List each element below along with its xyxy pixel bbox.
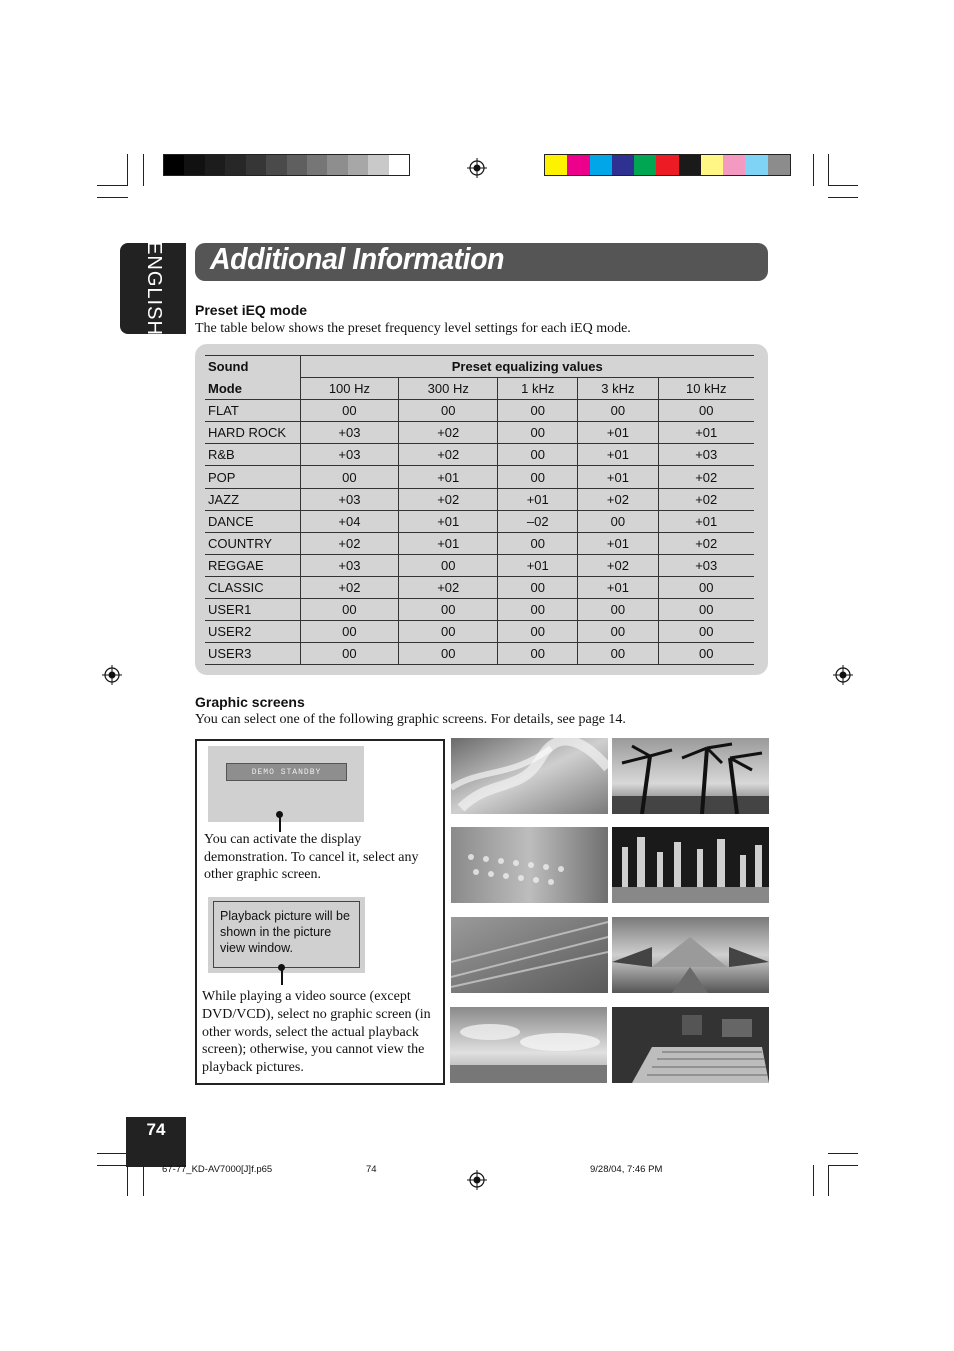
eq-value-cell: +01 <box>578 532 658 554</box>
crop-mark <box>813 1165 814 1196</box>
table-row <box>205 510 754 532</box>
eq-value-cell: +02 <box>658 466 754 488</box>
gray-bar-swatch <box>246 155 266 175</box>
sound-mode-cell: FLAT <box>205 400 300 422</box>
crop-mark <box>828 154 829 186</box>
eq-value-cell: +01 <box>498 488 578 510</box>
page-title: Additional Information <box>210 241 505 276</box>
color-bar-swatch <box>612 155 634 175</box>
eq-value-cell: 00 <box>578 599 658 621</box>
eq-value-cell: +01 <box>498 554 578 576</box>
footer-page: 74 <box>366 1164 377 1175</box>
eq-value-cell: +03 <box>300 422 399 444</box>
table-header-frequency: 100 Hz <box>300 378 399 400</box>
color-bar-swatch <box>590 155 612 175</box>
graphic-screens-heading: Graphic screens <box>195 694 305 710</box>
eq-value-cell: 00 <box>399 599 498 621</box>
eq-value-cell: 00 <box>498 422 578 444</box>
color-bar-swatch <box>545 155 567 175</box>
eq-value-cell: 00 <box>399 400 498 422</box>
eq-value-cell: 00 <box>399 554 498 576</box>
eq-value-cell: +02 <box>399 422 498 444</box>
graphic-screen-thumbnail-smoke[interactable] <box>451 738 608 814</box>
registration-mark-icon <box>833 665 853 685</box>
gray-bar-swatch <box>164 155 184 175</box>
table-header-mode: Mode <box>205 378 300 400</box>
sound-mode-cell: DANCE <box>205 510 300 532</box>
table-header-frequency: 1 kHz <box>498 378 578 400</box>
table-row <box>205 621 754 643</box>
table-header-frequency: 300 Hz <box>399 378 498 400</box>
eq-value-cell: 00 <box>658 621 754 643</box>
gray-bar-swatch <box>287 155 307 175</box>
picture-view-window-text: Playback picture will be shown in the picture view window. <box>220 909 350 955</box>
graphic-screens-description: You can select one of the following graphic screens. For details, see page 14. <box>195 712 626 727</box>
eq-value-cell: 00 <box>399 621 498 643</box>
crop-mark <box>828 1165 858 1166</box>
crop-mark <box>127 154 128 186</box>
footer-filename: 67-77_KD-AV7000[J]f.p65 <box>162 1164 273 1175</box>
eq-value-cell: +01 <box>658 422 754 444</box>
color-bar-swatch <box>768 155 790 175</box>
process-color-bar <box>544 154 791 176</box>
graphic-screen-thumbnail-mountain-road[interactable] <box>612 917 769 993</box>
eq-value-cell: +02 <box>300 532 399 554</box>
table-header-sound: Sound <box>205 356 300 378</box>
eq-value-cell: –02 <box>498 510 578 532</box>
eq-value-cell: +01 <box>399 532 498 554</box>
crop-mark <box>97 197 128 198</box>
gray-bar-swatch <box>225 155 245 175</box>
eq-value-cell: +01 <box>578 444 658 466</box>
eq-value-cell: 00 <box>578 643 658 665</box>
registration-mark-icon <box>102 665 122 685</box>
eq-value-cell: 00 <box>498 532 578 554</box>
footer-datetime: 9/28/04, 7:46 PM <box>590 1164 663 1175</box>
eq-value-cell: 00 <box>658 643 754 665</box>
crop-mark <box>828 185 858 186</box>
eq-value-cell: +01 <box>578 466 658 488</box>
graphic-screen-thumbnail-lights[interactable] <box>451 827 608 903</box>
crop-mark <box>127 1165 128 1196</box>
pointer-line <box>281 967 283 985</box>
color-bar-swatch <box>679 155 701 175</box>
table-row <box>205 466 754 488</box>
eq-value-cell: 00 <box>578 621 658 643</box>
sound-mode-cell: CLASSIC <box>205 576 300 598</box>
table-header-preset-values: Preset equalizing values <box>300 356 754 378</box>
table-row <box>205 643 754 665</box>
eq-value-cell: +01 <box>399 466 498 488</box>
eq-value-cell: +02 <box>578 554 658 576</box>
sound-mode-cell: USER1 <box>205 599 300 621</box>
eq-value-cell: 00 <box>498 643 578 665</box>
demo-caption: You can activate the display demonstration. To cancel it, select any other graphic screen. <box>204 832 419 882</box>
language-tab-label: ENGLISH <box>142 241 165 336</box>
eq-value-cell: 00 <box>658 599 754 621</box>
eq-value-cell: 00 <box>498 621 578 643</box>
eq-value-cell: 00 <box>578 400 658 422</box>
table-row <box>205 488 754 510</box>
sound-mode-cell: USER2 <box>205 621 300 643</box>
gray-bar-swatch <box>266 155 286 175</box>
crop-mark <box>97 185 128 186</box>
gray-bar-swatch <box>389 155 409 175</box>
table-row <box>205 532 754 554</box>
playback-caption: While playing a video source (except DVD/VCD), select no graphic screen (in other words, select the actual playback screen); otherwise, you cannot view the playback pictures. <box>202 989 431 1076</box>
gray-bar-swatch <box>327 155 347 175</box>
eq-value-cell: 00 <box>300 621 399 643</box>
table-row <box>205 554 754 576</box>
eq-value-cell: +02 <box>658 532 754 554</box>
sound-mode-cell: HARD ROCK <box>205 422 300 444</box>
graphic-screen-thumbnail-rays[interactable] <box>451 917 608 993</box>
eq-value-cell: +03 <box>300 444 399 466</box>
sound-mode-cell: POP <box>205 466 300 488</box>
color-bar-swatch <box>745 155 767 175</box>
gray-bar-swatch <box>368 155 388 175</box>
graphic-screen-thumbnail-ocean-sky[interactable] <box>450 1007 607 1083</box>
eq-value-cell: +01 <box>578 576 658 598</box>
color-bar-swatch <box>723 155 745 175</box>
graphic-screen-thumbnail-palms[interactable] <box>612 738 769 814</box>
eq-value-cell: +03 <box>658 554 754 576</box>
eq-value-cell: 00 <box>300 599 399 621</box>
registration-mark-icon <box>467 158 487 178</box>
table-row <box>205 444 754 466</box>
sound-mode-cell: REGGAE <box>205 554 300 576</box>
gray-bar-swatch <box>205 155 225 175</box>
eq-value-cell: +02 <box>658 488 754 510</box>
eq-value-cell: 00 <box>300 400 399 422</box>
eq-value-cell: +03 <box>300 488 399 510</box>
pointer-line <box>279 814 281 832</box>
table-row <box>205 422 754 444</box>
eq-value-cell: +01 <box>658 510 754 532</box>
eq-value-cell: 00 <box>578 510 658 532</box>
table-row <box>205 576 754 598</box>
crop-mark <box>143 154 144 186</box>
color-bar-swatch <box>634 155 656 175</box>
eq-value-cell: 00 <box>498 444 578 466</box>
eq-value-cell: 00 <box>498 576 578 598</box>
grayscale-color-bar <box>163 154 410 176</box>
crop-mark <box>97 1165 128 1166</box>
table-header-frequency: 3 kHz <box>578 378 658 400</box>
color-bar-swatch <box>701 155 723 175</box>
preset-ieq-description: The table below shows the preset frequency level settings for each iEQ mode. <box>195 321 631 336</box>
demo-screen-preview <box>208 746 364 822</box>
eq-value-cell: +02 <box>399 488 498 510</box>
eq-value-cell: +03 <box>300 554 399 576</box>
sound-mode-cell: R&B <box>205 444 300 466</box>
eq-value-cell: +02 <box>300 576 399 598</box>
eq-value-cell: +04 <box>300 510 399 532</box>
crop-mark <box>813 154 814 186</box>
eq-value-cell: +02 <box>399 576 498 598</box>
sound-mode-cell: COUNTRY <box>205 532 300 554</box>
eq-value-cell: 00 <box>498 400 578 422</box>
graphic-screen-thumbnail-studio-console[interactable] <box>612 1007 769 1083</box>
color-bar-swatch <box>567 155 589 175</box>
eq-value-cell: +01 <box>578 422 658 444</box>
eq-value-cell: +02 <box>578 488 658 510</box>
preset-ieq-heading: Preset iEQ mode <box>195 302 308 318</box>
registration-mark-icon <box>467 1170 487 1190</box>
eq-table <box>205 355 754 665</box>
eq-value-cell: +01 <box>399 510 498 532</box>
eq-value-cell: +02 <box>399 444 498 466</box>
color-bar-swatch <box>656 155 678 175</box>
eq-value-cell: 00 <box>300 643 399 665</box>
eq-value-cell: 00 <box>658 576 754 598</box>
eq-value-cell: 00 <box>300 466 399 488</box>
sound-mode-cell: USER3 <box>205 643 300 665</box>
eq-value-cell: 00 <box>658 400 754 422</box>
eq-value-cell: +03 <box>658 444 754 466</box>
table-row <box>205 400 754 422</box>
table-row <box>205 599 754 621</box>
table-header-frequency: 10 kHz <box>658 378 754 400</box>
demo-standby-label: DEMO STANDBY <box>226 763 347 781</box>
crop-mark <box>828 197 858 198</box>
crop-mark <box>828 1153 858 1154</box>
crop-mark <box>143 1165 144 1196</box>
page-number: 74 <box>146 1120 166 1139</box>
gray-bar-swatch <box>307 155 327 175</box>
eq-value-cell: 00 <box>498 466 578 488</box>
gray-bar-swatch <box>348 155 368 175</box>
eq-value-cell: 00 <box>498 599 578 621</box>
gray-bar-swatch <box>184 155 204 175</box>
sound-mode-cell: JAZZ <box>205 488 300 510</box>
eq-value-cell: 00 <box>399 643 498 665</box>
graphic-screen-thumbnail-city-night[interactable] <box>612 827 769 903</box>
crop-mark <box>828 1165 829 1196</box>
crop-mark <box>97 1153 128 1154</box>
